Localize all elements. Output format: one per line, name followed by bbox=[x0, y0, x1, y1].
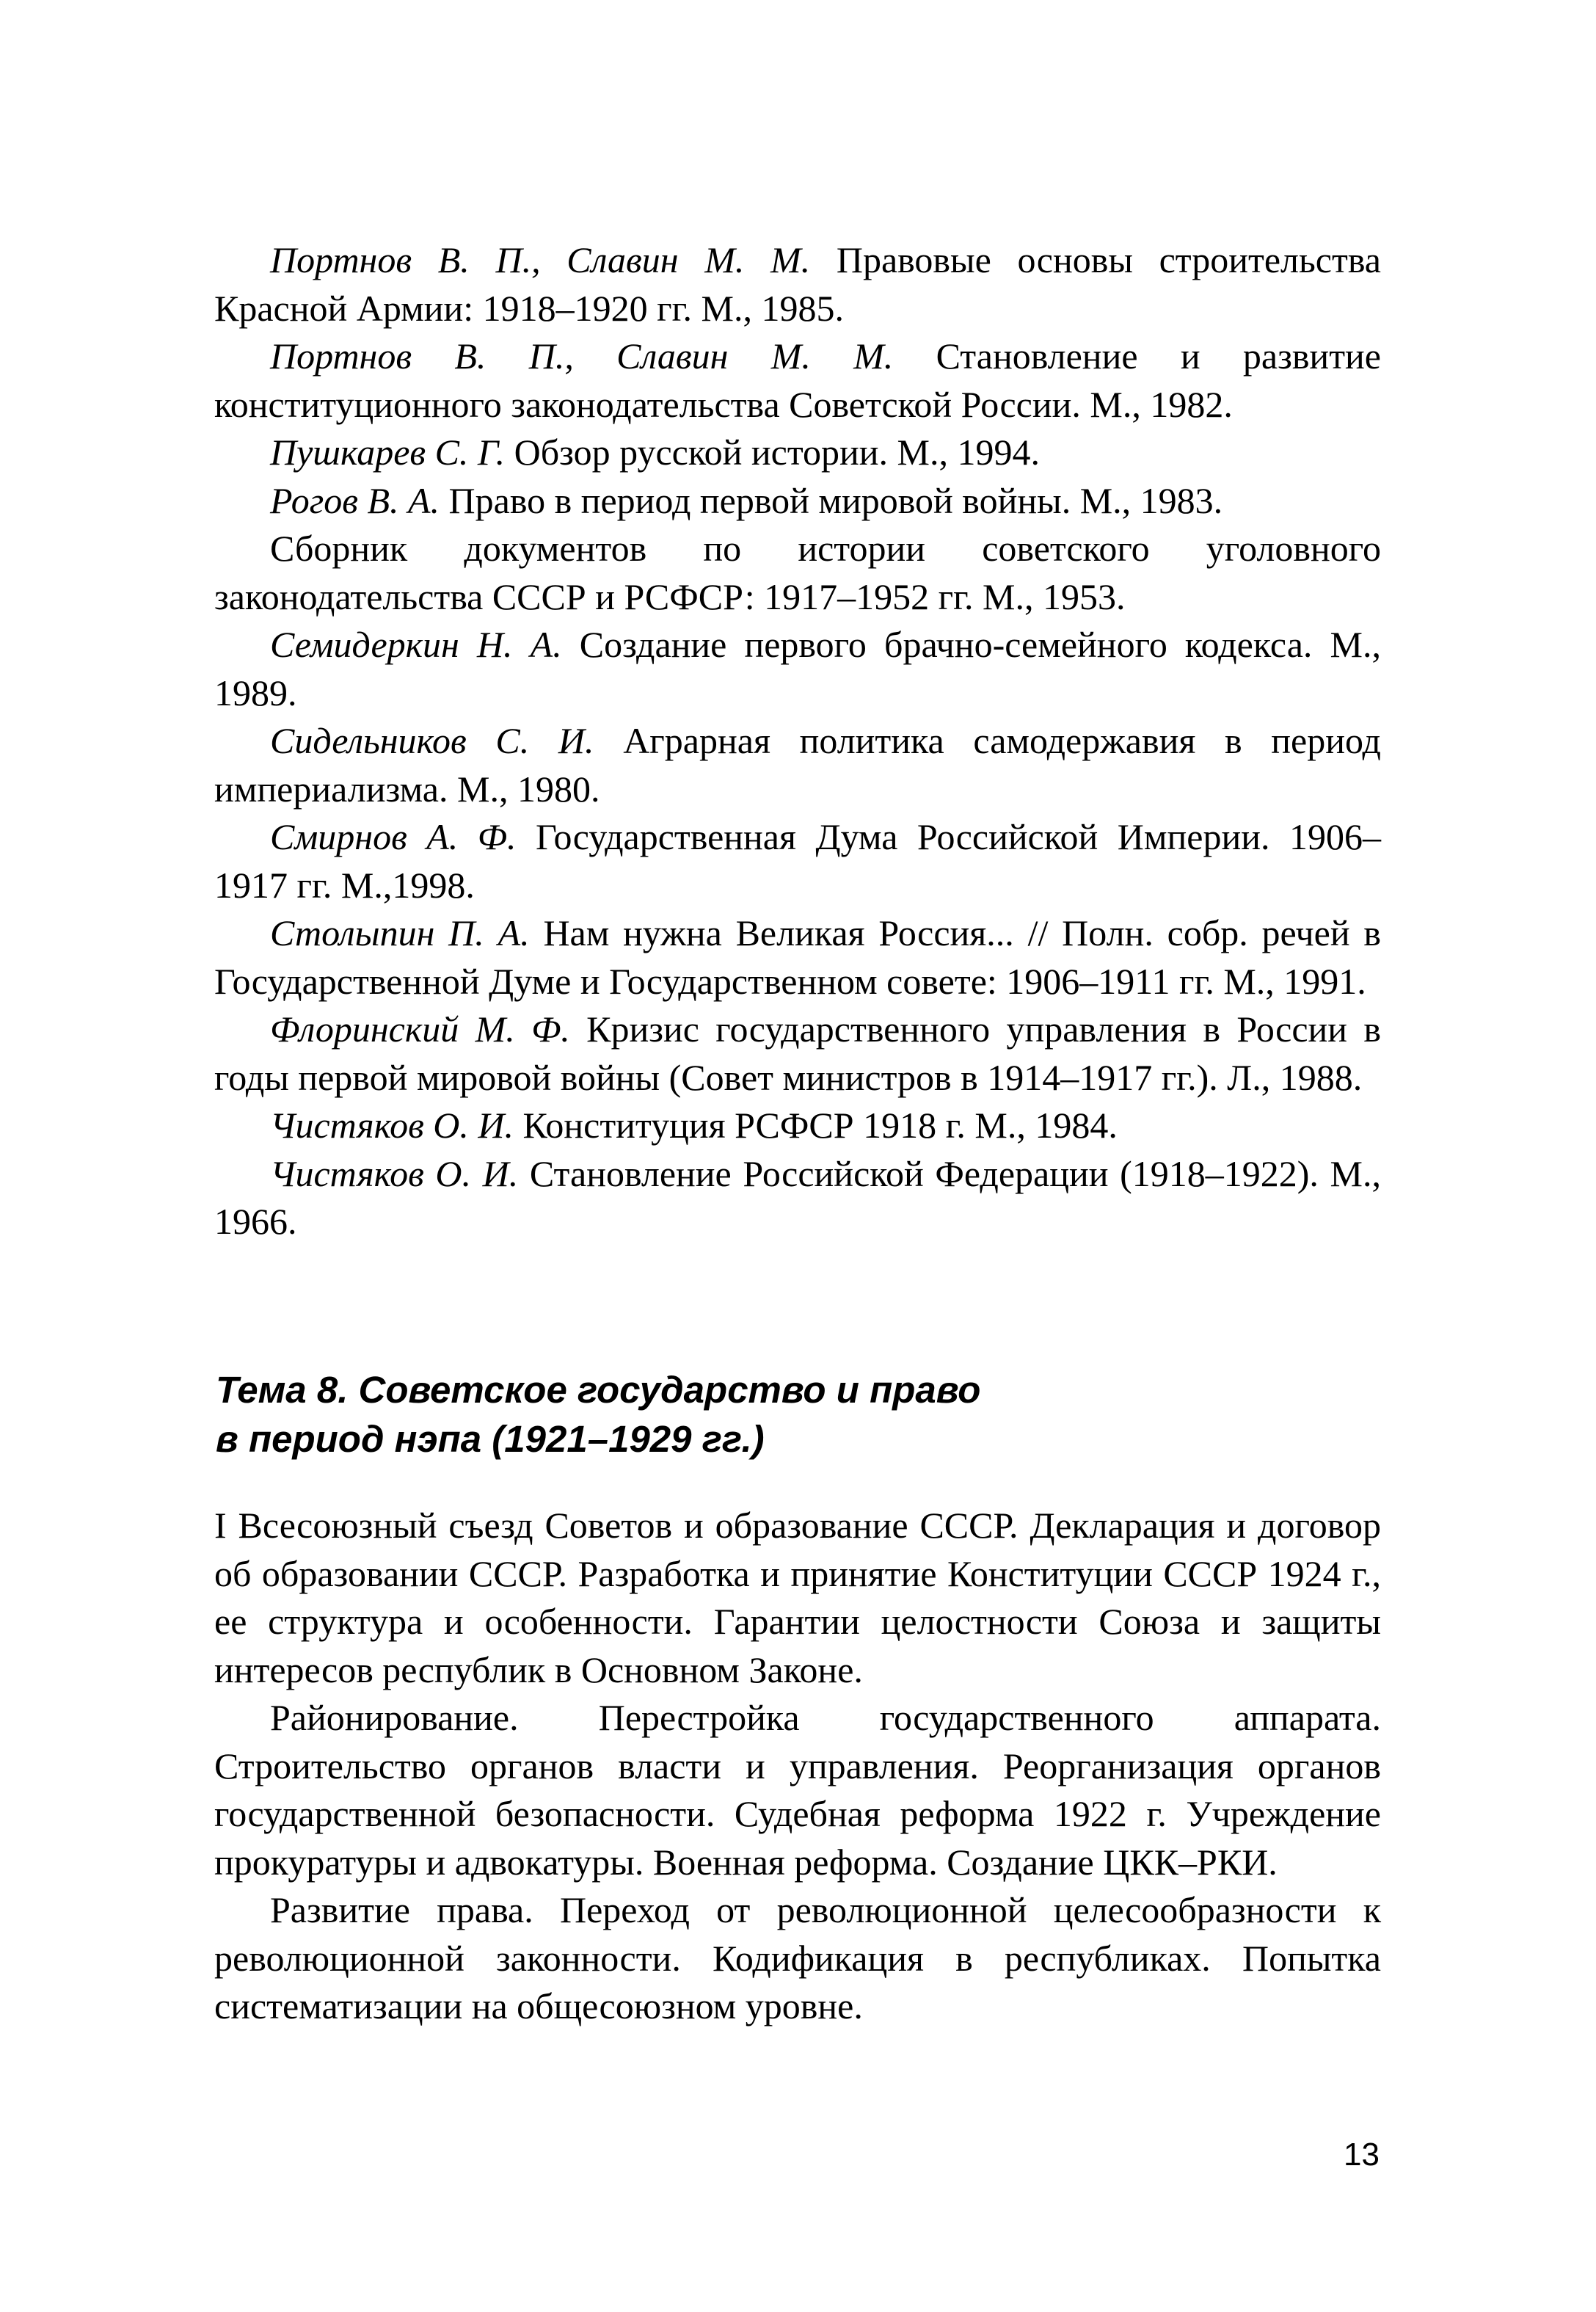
bibliography-entry bbox=[214, 236, 1381, 332]
entry-author: Сидельников С. И. bbox=[270, 720, 594, 761]
page-number: 13 bbox=[1344, 2137, 1380, 2173]
entry-author: Портнов В. П., Славин М. М. bbox=[270, 335, 894, 377]
entry-text: Создание первого брачно-семейного кодекса. М., 1989. bbox=[214, 624, 1381, 713]
entry-author: Флоринский М. Ф. bbox=[270, 1008, 570, 1050]
entry-author: Семидеркин Н. А. bbox=[270, 624, 562, 665]
bibliography-entry bbox=[214, 332, 1381, 429]
entry-text: Становление и развитие конституционного законодательства Советской России. М., 1982. bbox=[214, 335, 1381, 425]
bibliography-entry bbox=[214, 1102, 1381, 1150]
entry-text: Право в период первой мировой войны. М., 1983. bbox=[440, 479, 1223, 521]
entry-text: Становление Российской Федерации (1918–1922). М., 1966. bbox=[214, 1152, 1381, 1242]
entry-text: Аграрная политика самодержавия в период империализма. М., 1980. bbox=[214, 720, 1381, 810]
bibliography-entry bbox=[214, 621, 1381, 717]
entry-text: Обзор русской истории. М., 1994. bbox=[505, 432, 1040, 473]
bibliography-entry bbox=[214, 477, 1381, 526]
body-paragraph: I Всесоюзный съезд Советов и образование СССР. Декларация и договор об образовании СССР. Разработка и принятие Конституции СССР 1924 г., ее структура и особенности. Гарантии целостности Союза и защиты интересов республик в Основном Законе. bbox=[214, 1505, 1381, 1690]
bibliography-entry bbox=[214, 1150, 1381, 1246]
bibliography-entry bbox=[214, 717, 1381, 813]
entry-text: Нам нужна Великая Россия... // Полн. собр. речей в Государственной Думе и Государственном совете: 1906–1911 гг. М., 1991. bbox=[214, 912, 1381, 1002]
entry-author: Пушкарев С. Г. bbox=[270, 432, 506, 473]
bibliography-entry bbox=[214, 1006, 1381, 1102]
entry-author: Смирнов А. Ф. bbox=[270, 816, 517, 857]
entry-text: Сборник документов по истории советского уголовного законодательства СССР и РСФСР: 1917–1952 гг. М., 1953. bbox=[214, 528, 1381, 617]
bibliography-entry bbox=[214, 813, 1381, 909]
entry-text: Конституция РСФСР 1918 г. М., 1984. bbox=[514, 1105, 1118, 1146]
bibliography-list bbox=[214, 236, 1381, 1246]
section-heading bbox=[216, 1365, 1382, 1464]
bibliography-entry bbox=[214, 525, 1381, 621]
entry-author: Столыпин П. А. bbox=[270, 912, 530, 953]
bibliography-entry bbox=[214, 909, 1381, 1006]
entry-text: Правовые основы строительства Красной Армии: 1918–1920 гг. М., 1985. bbox=[214, 239, 1381, 329]
section-heading-line-1: Тема 8. Советское государство и право bbox=[216, 1369, 981, 1411]
section-heading-line-2: в период нэпа (1921–1929 гг.) bbox=[216, 1418, 765, 1460]
entry-text: Государственная Дума Российской Империи. 1906–1917 гг. М.,1998. bbox=[214, 816, 1381, 906]
section-body bbox=[214, 1502, 1381, 2031]
bibliography-entry bbox=[214, 429, 1381, 477]
entry-text: Кризис государственного управления в России в годы первой мировой войны (Совет министров в 1914–1917 гг.). Л., 1988. bbox=[214, 1008, 1381, 1098]
entry-author: Чистяков О. И. bbox=[270, 1105, 514, 1146]
body-paragraph: Развитие права. Переход от революционной целесообразности к революционной законности. Кодификация в республиках. Попытка систематизации на общесоюзном уровне. bbox=[214, 1889, 1381, 2026]
body-paragraph: Районирование. Перестройка государственного аппарата. Строительство органов власти и управления. Реорганизация органов государственной безопасности. Судебная реформа 1922 г. Учреждение прокуратуры и адвокатуры. Военная реформа. Создание ЦКК–РКИ. bbox=[214, 1697, 1381, 1883]
entry-author: Рогов В. А. bbox=[270, 479, 440, 521]
entry-author: Чистяков О. И. bbox=[270, 1152, 519, 1194]
entry-author: Портнов В. П., Славин М. М. bbox=[270, 239, 811, 280]
